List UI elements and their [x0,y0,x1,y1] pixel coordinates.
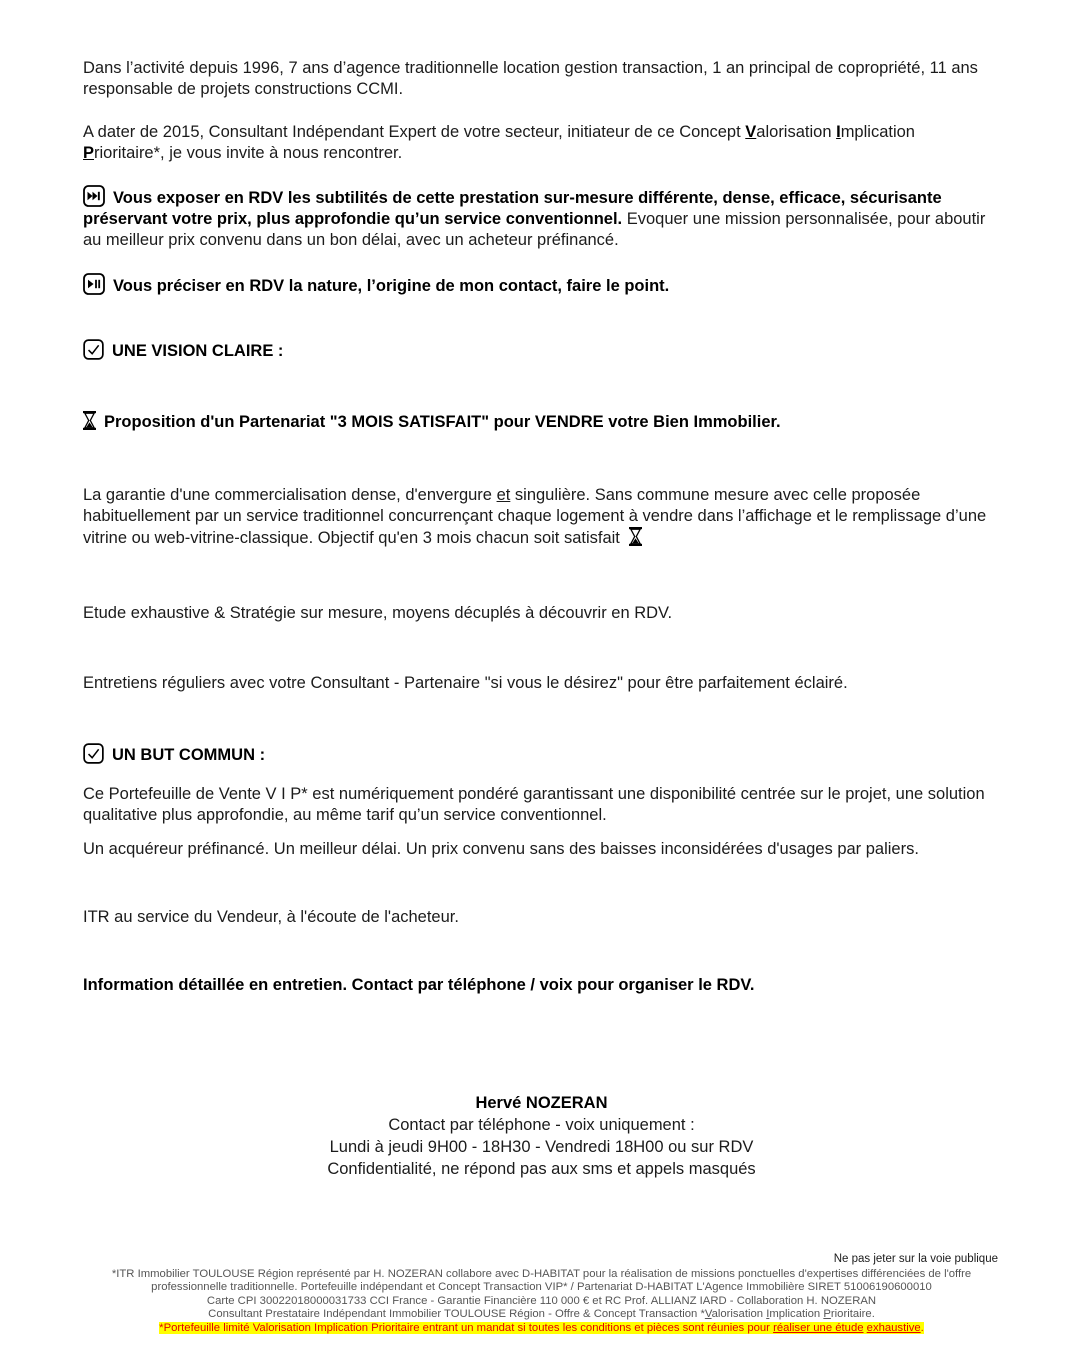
text-segment: Vous exposer en RDV les subtilités de cette prestation sur-mesure différente, dense, efficace, sécurisante préservant votre prix, plus approfondie qu’un service conventionnel. [83,189,942,228]
section-heading-but-commun [83,743,1000,766]
vip-initial-i: I [836,123,841,141]
legal-line-1: *ITR Immobilier TOULOUSE Région représenté par H. NOZERAN collabore avec D-HABITAT pour la réalisation de missions ponctuelles d'expertises différenciées de l'offre [111,1268,972,1280]
text-segment: . [920,1321,924,1334]
contact-mode: Contact par téléphone - voix uniquement : [388,1116,695,1134]
legal-line-2: professionnelle traditionnelle. Portefeuille indépendant et Concept Transaction VIP* / Partenariat D-HABITAT L'Agence Immobilière SIRET 51006190600010 [151,1281,932,1294]
paragraph-proposition [83,411,1000,433]
paragraph-expose-rdv [83,185,1000,251]
text-segment: Evoquer une mission personnalisée, pour aboutir au meilleur prix convenu dans un bon délai, avec un acheteur préfinancé. [83,210,986,249]
hourglass-icon [83,411,96,430]
checked-checkbox-icon [83,339,104,360]
paragraph-experience: Dans l’activité depuis 1996, 7 ans d’agence traditionnelle location gestion transaction, 1 an principal de copropriété, 11 ans responsable de projets constructions CCMI. [83,59,978,98]
text-segment: singulière. Sans commune mesure avec celle proposée habituellement par un service traditionnel concurrençant chaque logement à vendre dans l’affichage et le remplissage d’une vitrine ou web-vitrine-classique. Objectif qu'en 3 mois chacun soit satisfait [83,486,987,547]
paragraph-consultant-2015 [83,122,1000,164]
legal-line-4 [83,1308,1000,1321]
text-segment: A dater de 2015, Consultant Indépendant Expert de votre secteur, initiateur de ce Concept [83,123,746,141]
paragraph-garantie [83,485,1000,549]
paragraph-information-contact: Information détaillée en entretien. Contact par téléphone / voix pour organiser le RDV. [83,976,755,994]
text-segment: Vous préciser en RDV la nature, l’origine de mon contact, faire le point. [113,277,670,295]
highlighted-warning [159,1322,924,1334]
text-segment: Consultant Prestataire Indépendant Immobilier TOULOUSE Région - Offre & Concept Transaction * [208,1308,705,1321]
contact-hours: Lundi à jeudi 9H00 - 18H30 - Vendredi 18H00 ou sur RDV [329,1138,754,1156]
contact-name: Hervé NOZERAN [475,1094,608,1112]
paragraph-entretiens: Entretiens réguliers avec votre Consultant - Partenaire "si vous le désirez" pour être parfaitement éclairé. [83,674,848,692]
text-segment: alorisation [711,1308,767,1321]
text-segment: rioritaire*, je vous invite à nous rencontrer. [94,144,403,162]
text-segment: mplication [840,123,915,141]
footer-note: Ne pas jeter sur la voie publique [833,1253,998,1265]
vip-initial-v: V [745,123,757,141]
underlined-etude: réaliser une étude [773,1321,864,1334]
vip-initial-v: V [704,1308,712,1321]
underlined-exhaustive: exhaustive [866,1321,921,1334]
paragraph-preciser-rdv [83,273,1000,297]
text-segment: La garantie d'une commercialisation dense, d'envergure [83,486,497,504]
play-pause-icon [83,273,105,295]
vip-initial-i: I [766,1308,770,1321]
legal-line-5-highlighted [83,1322,1000,1335]
vip-initial-p: P [83,144,95,162]
underlined-et: et [496,486,511,504]
text-segment: *Portefeuille limité Valorisation Implication Prioritaire entrant un mandat si toutes les conditions et pièces sont réunies pour [159,1321,774,1334]
text-segment: alorisation [756,123,837,141]
paragraph-itr-service: ITR au service du Vendeur, à l'écoute de l'acheteur. [83,908,459,926]
text-segment: Proposition d'un Partenariat "3 MOIS SATISFAIT" pour VENDRE votre Bien Immobilier. [104,413,781,431]
next-track-icon [83,185,105,207]
legal-fineprint [83,1268,1000,1335]
checked-checkbox-icon [83,743,104,764]
paragraph-etude: Etude exhaustive & Stratégie sur mesure, moyens décuplés à découvrir en RDV. [83,604,673,622]
section-heading-vision [83,339,1000,362]
paragraph-acquereur: Un acquéreur préfinancé. Un meilleur délai. Un prix convenu sans des baisses inconsidérées d'usages par paliers. [83,840,919,858]
vip-initial-p: P [823,1308,831,1321]
hourglass-icon [629,527,642,546]
heading-label: UNE VISION CLAIRE : [112,342,284,360]
legal-line-3: Carte CPI 30022018000031733 CCI France - Garantie Financière 110 000 € et RC Prof. ALLIANZ IARD - Collaboration H. NOZERAN [206,1294,877,1307]
heading-label: UN BUT COMMUN : [112,746,266,764]
contact-block [83,1092,1000,1180]
text-segment: rioritaire. [830,1308,875,1321]
contact-confidentiality: Confidentialité, ne répond pas aux sms et appels masqués [327,1160,756,1178]
paragraph-portefeuille: Ce Portefeuille de Vente V I P* est numériquement pondéré garantissant une disponibilité centrée sur le projet, une solution qualitative plus approfondie, au même tarif qu’un service conventionnel. [83,785,985,824]
text-segment: mplication [769,1308,824,1321]
